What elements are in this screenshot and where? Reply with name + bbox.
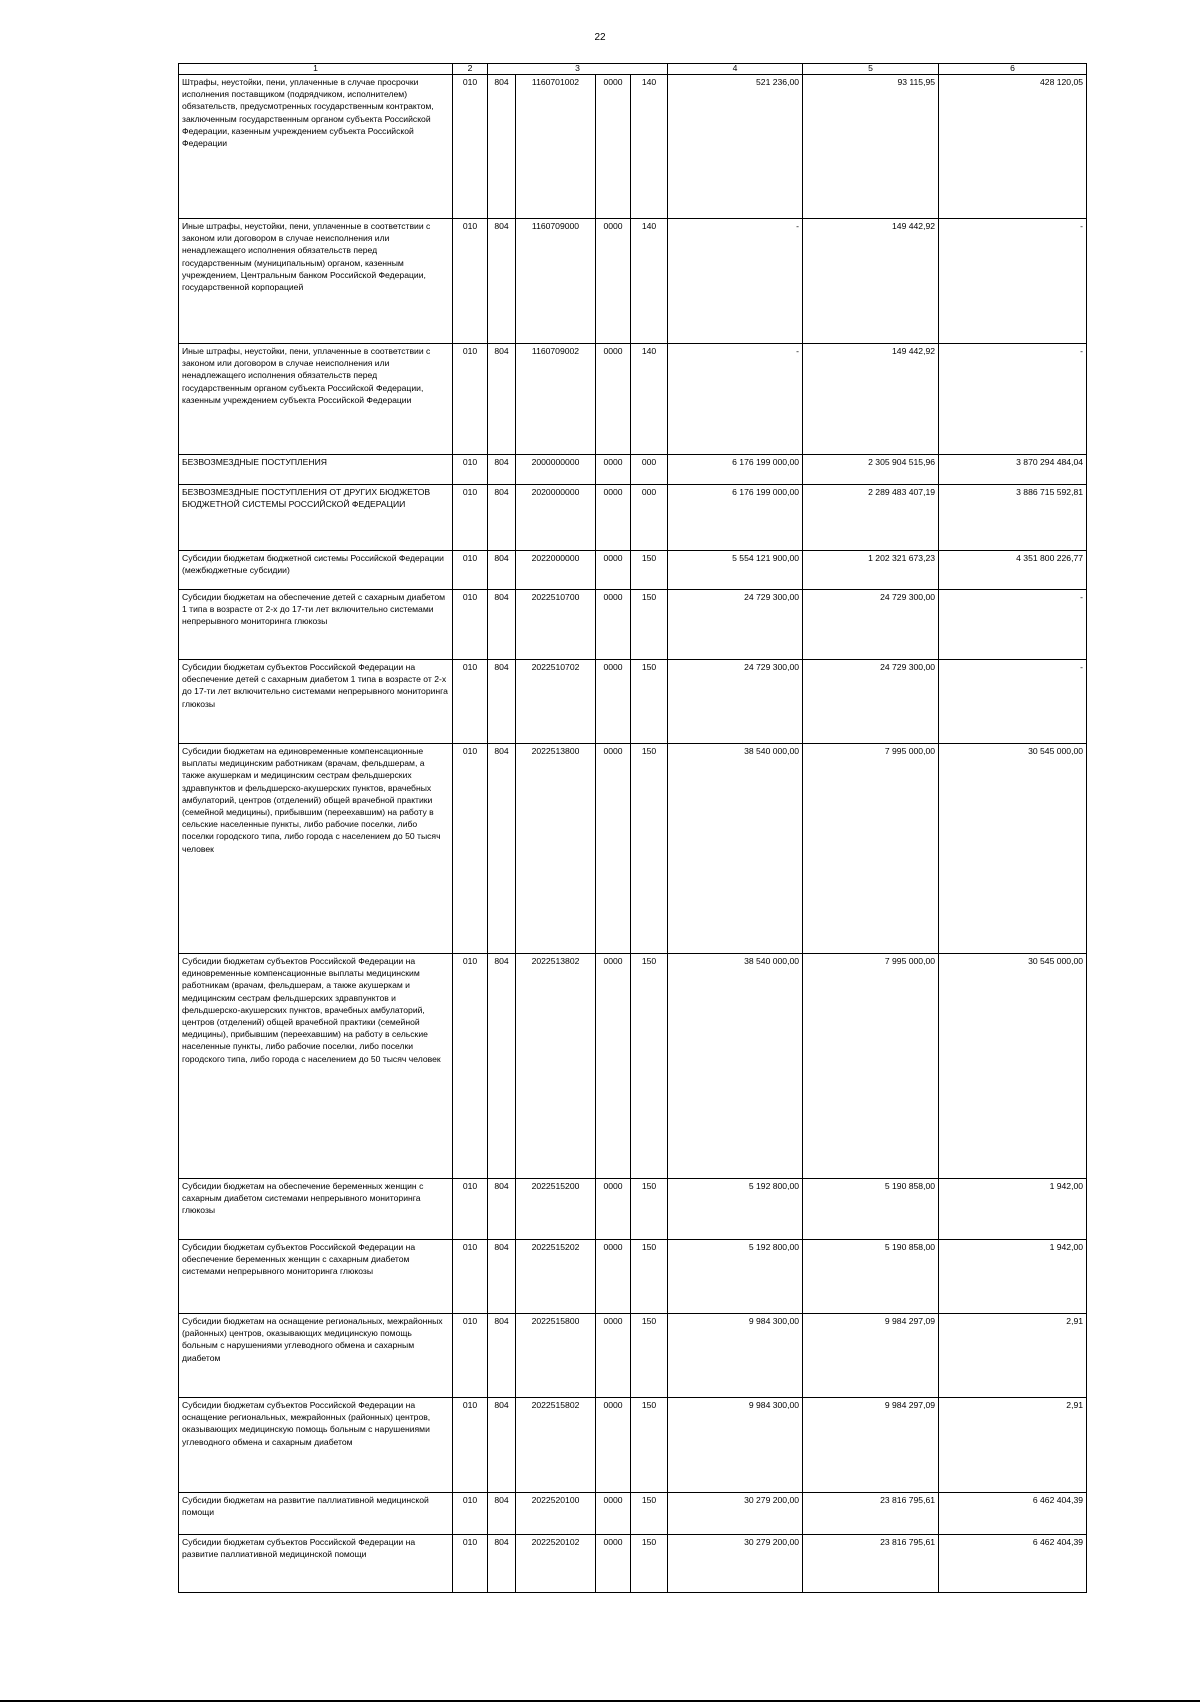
row-name: Иные штрафы, неустойки, пени, уплаченные в соответствии с законом или договором в случае неисполнения или ненадлежащего исполнения обязательств перед государственным (муниципальным) органом, казенным учреждением, Центральным банком Российской Федерации, государственной корпорацией [179, 219, 453, 344]
row-plan: 30 279 200,00 [668, 1535, 803, 1593]
row-executed: 9 984 297,09 [803, 1398, 939, 1493]
row-executed: 2 289 483 407,19 [803, 485, 939, 551]
row-plan: 5 554 121 900,00 [668, 551, 803, 590]
column-number-3: 3 [488, 64, 668, 75]
table-row [179, 75, 1087, 219]
row-chapter-code: 804 [488, 660, 516, 744]
row-executed: 2 305 904 515,96 [803, 455, 939, 485]
row-remaining: 3 870 294 484,04 [939, 455, 1087, 485]
row-name: БЕЗВОЗМЕЗДНЫЕ ПОСТУПЛЕНИЯ ОТ ДРУГИХ БЮДЖЕТОВ БЮДЖЕТНОЙ СИСТЕМЫ РОССИЙСКОЙ ФЕДЕРАЦИИ [179, 485, 453, 551]
row-remaining: 6 462 404,39 [939, 1535, 1087, 1593]
budget-table [178, 63, 1087, 1593]
row-chapter-code: 804 [488, 455, 516, 485]
row-admin-code: 010 [453, 75, 488, 219]
row-income-code: 2022520100 [516, 1493, 596, 1535]
row-plan: 9 984 300,00 [668, 1398, 803, 1493]
row-income-code: 2022515200 [516, 1179, 596, 1240]
row-type-code: 140 [631, 219, 668, 344]
table-row [179, 744, 1087, 954]
row-type-code: 150 [631, 1535, 668, 1593]
row-plan: 24 729 300,00 [668, 660, 803, 744]
column-number-6: 6 [939, 64, 1087, 75]
row-name: БЕЗВОЗМЕЗДНЫЕ ПОСТУПЛЕНИЯ [179, 455, 453, 485]
row-subtype-code: 0000 [596, 1240, 631, 1314]
row-remaining: 30 545 000,00 [939, 744, 1087, 954]
row-executed: 149 442,92 [803, 344, 939, 455]
row-executed: 5 190 858,00 [803, 1179, 939, 1240]
row-executed: 7 995 000,00 [803, 954, 939, 1179]
row-type-code: 150 [631, 1314, 668, 1398]
row-chapter-code: 804 [488, 344, 516, 455]
column-number-4: 4 [668, 64, 803, 75]
row-plan: 6 176 199 000,00 [668, 485, 803, 551]
row-admin-code: 010 [453, 455, 488, 485]
row-remaining: - [939, 590, 1087, 660]
table-row [179, 660, 1087, 744]
page-number: 22 [594, 32, 606, 43]
row-name: Субсидии бюджетам субъектов Российской Федерации на развитие паллиативной медицинской помощи [179, 1535, 453, 1593]
row-executed: 93 115,95 [803, 75, 939, 219]
row-type-code: 000 [631, 485, 668, 551]
row-income-code: 2022000000 [516, 551, 596, 590]
row-chapter-code: 804 [488, 744, 516, 954]
row-income-code: 2022515800 [516, 1314, 596, 1398]
row-executed: 23 816 795,61 [803, 1493, 939, 1535]
row-income-code: 2022510700 [516, 590, 596, 660]
row-name: Субсидии бюджетам субъектов Российской Федерации на обеспечение беременных женщин с сахарным диабетом системами непрерывного мониторинга глюкозы [179, 1240, 453, 1314]
row-type-code: 150 [631, 1493, 668, 1535]
row-plan: - [668, 219, 803, 344]
row-admin-code: 010 [453, 1179, 488, 1240]
row-income-code: 2022513802 [516, 954, 596, 1179]
row-remaining: 1 942,00 [939, 1240, 1087, 1314]
row-admin-code: 010 [453, 954, 488, 1179]
row-admin-code: 010 [453, 1493, 488, 1535]
row-executed: 5 190 858,00 [803, 1240, 939, 1314]
row-type-code: 150 [631, 1240, 668, 1314]
row-executed: 149 442,92 [803, 219, 939, 344]
row-subtype-code: 0000 [596, 590, 631, 660]
row-type-code: 140 [631, 75, 668, 219]
row-subtype-code: 0000 [596, 1493, 631, 1535]
row-remaining: 30 545 000,00 [939, 954, 1087, 1179]
row-remaining: 2,91 [939, 1314, 1087, 1398]
row-chapter-code: 804 [488, 1535, 516, 1593]
row-name: Субсидии бюджетам на обеспечение беременных женщин с сахарным диабетом системами непрерывного мониторинга глюкозы [179, 1179, 453, 1240]
row-subtype-code: 0000 [596, 1398, 631, 1493]
row-remaining: 6 462 404,39 [939, 1493, 1087, 1535]
row-income-code: 2022510702 [516, 660, 596, 744]
row-chapter-code: 804 [488, 551, 516, 590]
row-admin-code: 010 [453, 1398, 488, 1493]
row-income-code: 2022513800 [516, 744, 596, 954]
row-remaining: 1 942,00 [939, 1179, 1087, 1240]
row-chapter-code: 804 [488, 1398, 516, 1493]
table-row [179, 344, 1087, 455]
row-chapter-code: 804 [488, 1493, 516, 1535]
row-type-code: 150 [631, 1179, 668, 1240]
table-row [179, 1493, 1087, 1535]
row-subtype-code: 0000 [596, 954, 631, 1179]
row-name: Субсидии бюджетам на обеспечение детей с сахарным диабетом 1 типа в возрасте от 2-х до 17-ти лет включительно системами непрерывного мониторинга глюкозы [179, 590, 453, 660]
page-bottom-edge [0, 1700, 1200, 1702]
table-row [179, 1240, 1087, 1314]
column-number-row [179, 64, 1087, 75]
row-income-code: 1160701002 [516, 75, 596, 219]
row-plan: 38 540 000,00 [668, 744, 803, 954]
row-subtype-code: 0000 [596, 1179, 631, 1240]
row-chapter-code: 804 [488, 590, 516, 660]
row-name: Иные штрафы, неустойки, пени, уплаченные в соответствии с законом или договором в случае неисполнения или ненадлежащего исполнения обязательств перед государственным органом субъекта Российской Федерации, казенным учреждением субъекта Российской Федерации [179, 344, 453, 455]
row-admin-code: 010 [453, 1535, 488, 1593]
table-row [179, 455, 1087, 485]
row-subtype-code: 0000 [596, 660, 631, 744]
row-admin-code: 010 [453, 590, 488, 660]
row-admin-code: 010 [453, 344, 488, 455]
row-name: Субсидии бюджетам бюджетной системы Российской Федерации (межбюджетные субсидии) [179, 551, 453, 590]
row-remaining: 4 351 800 226,77 [939, 551, 1087, 590]
row-remaining: 428 120,05 [939, 75, 1087, 219]
column-number-5: 5 [803, 64, 939, 75]
row-admin-code: 010 [453, 219, 488, 344]
row-executed: 7 995 000,00 [803, 744, 939, 954]
row-remaining: 3 886 715 592,81 [939, 485, 1087, 551]
column-number-1: 1 [179, 64, 453, 75]
row-executed: 24 729 300,00 [803, 590, 939, 660]
row-executed: 23 816 795,61 [803, 1535, 939, 1593]
row-subtype-code: 0000 [596, 344, 631, 455]
table-row [179, 954, 1087, 1179]
row-name: Субсидии бюджетам субъектов Российской Федерации на обеспечение детей с сахарным диабетом 1 типа в возрасте от 2-х до 17-ти лет включительно системами непрерывного мониторинга глюкозы [179, 660, 453, 744]
row-plan: 38 540 000,00 [668, 954, 803, 1179]
row-subtype-code: 0000 [596, 75, 631, 219]
row-admin-code: 010 [453, 744, 488, 954]
row-admin-code: 010 [453, 485, 488, 551]
row-name: Субсидии бюджетам на развитие паллиативной медицинской помощи [179, 1493, 453, 1535]
row-plan: - [668, 344, 803, 455]
row-remaining: - [939, 660, 1087, 744]
row-chapter-code: 804 [488, 75, 516, 219]
row-subtype-code: 0000 [596, 485, 631, 551]
table-row [179, 551, 1087, 590]
row-plan: 521 236,00 [668, 75, 803, 219]
row-type-code: 000 [631, 455, 668, 485]
table-row [179, 1535, 1087, 1593]
row-remaining: 2,91 [939, 1398, 1087, 1493]
row-chapter-code: 804 [488, 219, 516, 344]
row-type-code: 150 [631, 1398, 668, 1493]
row-plan: 24 729 300,00 [668, 590, 803, 660]
row-type-code: 150 [631, 590, 668, 660]
row-type-code: 150 [631, 551, 668, 590]
row-income-code: 2022515802 [516, 1398, 596, 1493]
row-subtype-code: 0000 [596, 744, 631, 954]
row-plan: 30 279 200,00 [668, 1493, 803, 1535]
row-income-code: 1160709000 [516, 219, 596, 344]
row-type-code: 140 [631, 344, 668, 455]
column-number-2: 2 [453, 64, 488, 75]
row-plan: 5 192 800,00 [668, 1179, 803, 1240]
row-subtype-code: 0000 [596, 1314, 631, 1398]
table-row [179, 1314, 1087, 1398]
row-chapter-code: 804 [488, 1314, 516, 1398]
row-type-code: 150 [631, 954, 668, 1179]
table-row [179, 590, 1087, 660]
row-name: Субсидии бюджетам на оснащение региональных, межрайонных (районных) центров, оказывающих медицинскую помощь больным с нарушениями углеводного обмена и сахарным диабетом [179, 1314, 453, 1398]
row-plan: 5 192 800,00 [668, 1240, 803, 1314]
row-remaining: - [939, 219, 1087, 344]
table-row [179, 219, 1087, 344]
row-admin-code: 010 [453, 1240, 488, 1314]
row-plan: 9 984 300,00 [668, 1314, 803, 1398]
row-admin-code: 010 [453, 1314, 488, 1398]
row-chapter-code: 804 [488, 1240, 516, 1314]
row-name: Штрафы, неустойки, пени, уплаченные в случае просрочки исполнения поставщиком (подрядчиком, исполнителем) обязательств, предусмотренных государственным контрактом, заключенным государственным органом субъекта Российской Федерации, казенным учреждением субъекта Российской Федерации [179, 75, 453, 219]
row-name: Субсидии бюджетам субъектов Российской Федерации на единовременные компенсационные выплаты медицинским работникам (врачам, фельдшерам, а также акушеркам и медицинским сестрам фельдшерских здравпунктов и фельдшерско-акушерских пунктов, врачебных амбулаторий, центров (отделений) общей врачебной практики (семейной медицины), прибывшим (переехавшим) на работу в сельские населенные пункты, либо рабочие поселки, либо поселки городского типа, либо города с населением до 50 тысяч человек [179, 954, 453, 1179]
row-executed: 24 729 300,00 [803, 660, 939, 744]
row-subtype-code: 0000 [596, 551, 631, 590]
row-executed: 9 984 297,09 [803, 1314, 939, 1398]
table-row [179, 485, 1087, 551]
row-income-code: 2022515202 [516, 1240, 596, 1314]
row-name: Субсидии бюджетам субъектов Российской Федерации на оснащение региональных, межрайонных (районных) центров, оказывающих медицинскую помощь больным с нарушениями углеводного обмена и сахарным диабетом [179, 1398, 453, 1493]
row-type-code: 150 [631, 660, 668, 744]
row-remaining: - [939, 344, 1087, 455]
row-admin-code: 010 [453, 660, 488, 744]
row-subtype-code: 0000 [596, 1535, 631, 1593]
row-type-code: 150 [631, 744, 668, 954]
row-chapter-code: 804 [488, 1179, 516, 1240]
row-income-code: 2020000000 [516, 485, 596, 551]
row-executed: 1 202 321 673,23 [803, 551, 939, 590]
row-income-code: 2000000000 [516, 455, 596, 485]
table-row [179, 1179, 1087, 1240]
row-subtype-code: 0000 [596, 455, 631, 485]
table-row [179, 1398, 1087, 1493]
row-subtype-code: 0000 [596, 219, 631, 344]
row-plan: 6 176 199 000,00 [668, 455, 803, 485]
row-income-code: 1160709002 [516, 344, 596, 455]
row-income-code: 2022520102 [516, 1535, 596, 1593]
row-name: Субсидии бюджетам на единовременные компенсационные выплаты медицинским работникам (врачам, фельдшерам, а также акушеркам и медицинским сестрам фельдшерских здравпунктов и фельдшерско-акушерских пунктов, врачебных амбулаторий, центров (отделений) общей врачебной практики (семейной медицины), прибывшим (переехавшим) на работу в сельские населенные пункты, либо рабочие поселки, либо поселки городского типа, либо города с населением до 50 тысяч человек [179, 744, 453, 954]
row-chapter-code: 804 [488, 485, 516, 551]
row-chapter-code: 804 [488, 954, 516, 1179]
row-admin-code: 010 [453, 551, 488, 590]
